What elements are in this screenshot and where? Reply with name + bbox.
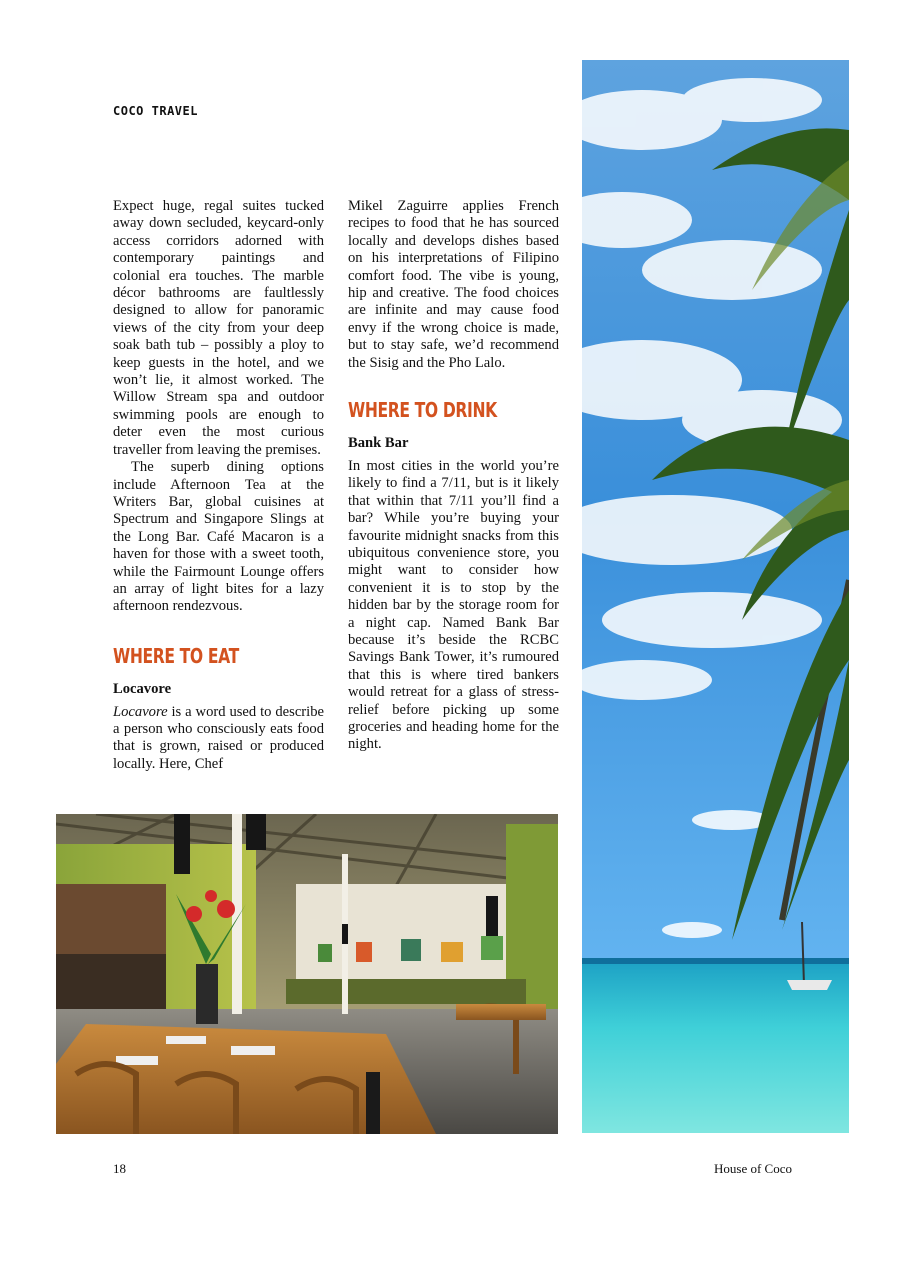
italic-term: Locavore (113, 703, 168, 720)
subheading-bank-bar: Bank Bar (348, 435, 409, 452)
restaurant-photo (56, 814, 558, 1134)
body-paragraph: The superb dining options include Afternoon Tea at the Writers Bar, global cuisines at Spectrum and Singapore Slings at the Long Bar. Café Macaron is a haven for those with a sweet tooth, while the Fairmount Lounge offers an array of light bites for a lazy afternoon rendezvous. (113, 459, 324, 615)
restaurant-illustration (56, 814, 558, 1134)
publication-name: House of Coco (714, 1161, 792, 1176)
section-heading-where-to-drink: WHERE TO DRINK (348, 398, 497, 423)
body-paragraph (113, 704, 324, 774)
beach-photo (582, 60, 849, 1133)
article-column-right (348, 198, 559, 754)
page-number: 18 (113, 1161, 126, 1176)
section-heading-where-to-eat: WHERE TO EAT (113, 643, 239, 668)
body-paragraph: In most cities in the world you’re likely to find a 7/11, but is it likely that within that 7/11 you’ll find a bar? While you’re buying your favourite midnight snacks from this ubiquitous convenience store, you might want to consider how convenient it is to stop by the hidden bar by the storage room for a night cap. Named Bank Bar because it’s beside the RCBC Savings Bank Tower, it’s rumoured that this is where tired bankers would retreat for a glass of stress-relief before picking up some groceries and heading home for the night. (348, 457, 559, 753)
beach-illustration (582, 60, 849, 1133)
article-column-left (113, 198, 324, 773)
section-tag: COCO TRAVEL (113, 104, 198, 118)
subheading-locavore: Locavore (113, 681, 172, 698)
body-paragraph: Expect huge, regal suites tucked away down secluded, keycard-only access corridors adorned with contemporary paintings and colonial era touches. The marble décor bathrooms are faultlessly designed to allow for panoramic views of the city from your deep soak bath tub – possibly a ploy to keep guests in the hotel, and we won’t lie, it almost worked. The Willow Stream spa and outdoor swimming pools are enough to deter even the most curious traveller from leaving the premises. (113, 198, 324, 458)
body-text: is a word used to describe a person who consciously eats food that is grown, raised or produced locally. Here, Chef (113, 703, 324, 772)
body-paragraph: Mikel Zaguirre applies French recipes to food that he has sourced locally and develops dishes based on his interpretations of Filipino comfort food. The vibe is young, hip and creative. The food choices are infinite and may cause food envy if the wrong choice is made, but to stay safe, we’d recommend the Sisig and the Pho Lalo. (348, 198, 559, 371)
